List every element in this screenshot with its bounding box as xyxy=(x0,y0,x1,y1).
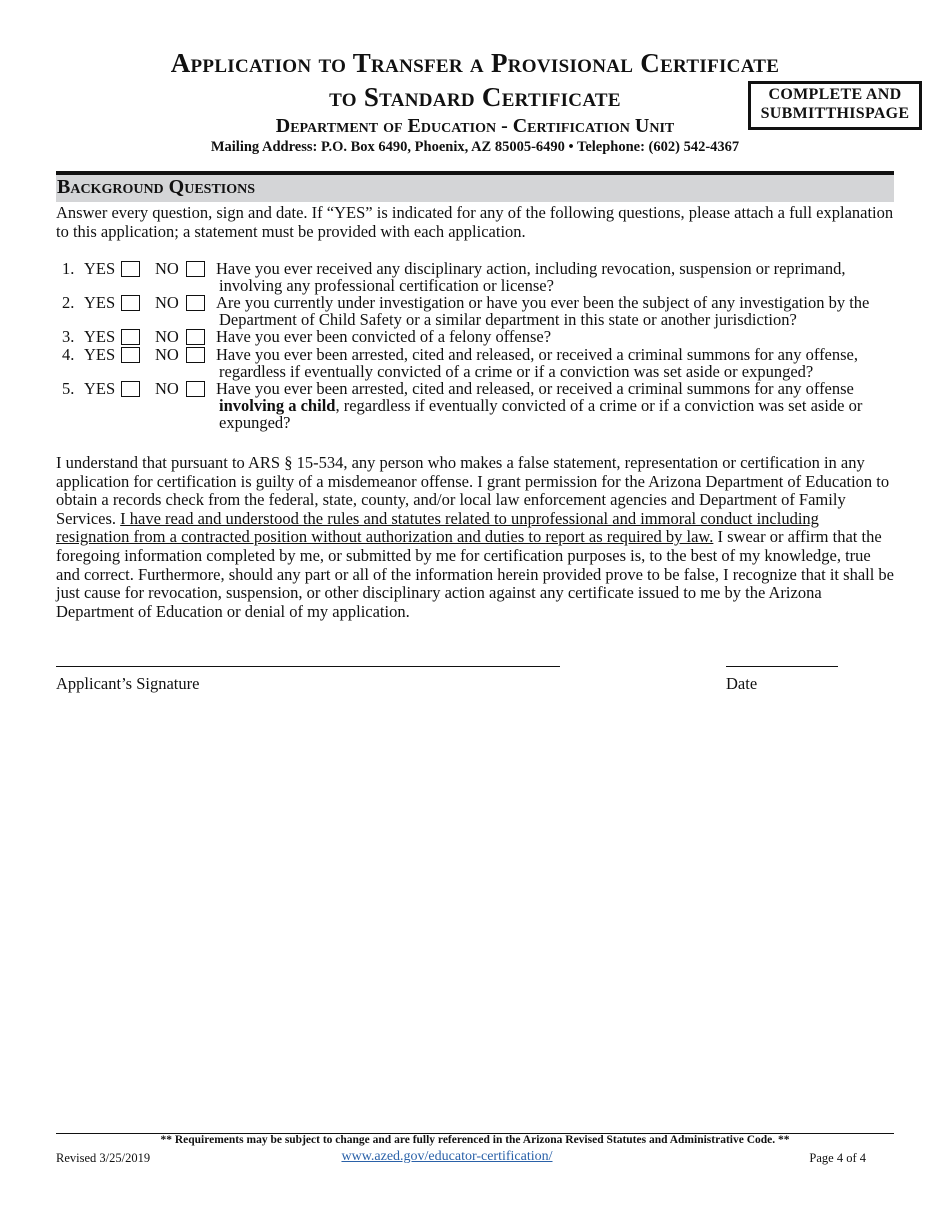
revised-date: Revised 3/25/2019 xyxy=(56,1151,151,1165)
yes-checkbox[interactable] xyxy=(121,381,140,397)
section-title: Background Questions xyxy=(57,176,256,198)
complete-box-line2: SUBMITTHISPAGE xyxy=(760,105,910,122)
question-number: 3. xyxy=(62,327,75,346)
no-checkbox[interactable] xyxy=(186,295,205,311)
question-text-line2 xyxy=(216,397,896,414)
signature-label: Applicant’s Signature xyxy=(56,674,200,693)
no-label: NO xyxy=(155,293,179,312)
page-number: Page 4 of 4 xyxy=(809,1151,866,1165)
complete-and-submit-box xyxy=(748,81,922,130)
question-number: 5. xyxy=(62,379,75,398)
form-title-line2: to Standard Certificate xyxy=(329,82,621,112)
statement-part2: I swear or affirm that the foregoing information completed by me, or submitted by me for certification purposes is, to the best of my knowledge, true and correct. Furthermore, should any part or all of the information herein provided prove to be false, I recognize that it shall be just cause for revocation, suspension, or other disciplinary action against any certificate issued to me by the Arizona Department of Education or denial of my application. xyxy=(56,527,895,621)
signature-line[interactable] xyxy=(56,666,560,667)
question-text-line1: Have you ever received any disciplinary action, including revocation, suspension or reprimand, xyxy=(216,259,846,278)
question-text-line2: regardless if eventually convicted of a crime or if a conviction was set aside or expunged? xyxy=(219,362,814,381)
certification-website-link[interactable]: www.azed.gov/educator-certification/ xyxy=(341,1149,553,1164)
question-text xyxy=(216,346,896,380)
statement-underlined: I have read and understood the rules and statutes related to unprofessional and immoral conduct including resignation from a contracted position without authorization and duties to report as required by law. xyxy=(56,508,819,547)
no-checkbox[interactable] xyxy=(186,347,205,363)
question-text xyxy=(216,328,896,345)
footer-link xyxy=(0,1149,894,1165)
date-line[interactable] xyxy=(726,666,838,667)
yes-checkbox[interactable] xyxy=(121,261,140,277)
no-checkbox[interactable] xyxy=(186,381,205,397)
section-header-bar xyxy=(56,171,894,202)
question-text-line3: expunged? xyxy=(219,413,291,432)
yes-label: YES xyxy=(84,259,116,278)
yes-label: YES xyxy=(84,379,116,398)
date-label: Date xyxy=(726,674,758,693)
question-number: 1. xyxy=(62,259,75,278)
no-checkbox[interactable] xyxy=(186,261,205,277)
no-checkbox[interactable] xyxy=(186,329,205,345)
statement-part1: I understand that pursuant to ARS § 15-534, any person who makes a false statement, representation or certification in any application for certification is guilty of a misdemeanor offense. I grant permission for the Arizona Department of Education to obtain a records check from the federal, state, county, and/or local law enforcement agencies and Department of Family Services. xyxy=(56,453,890,528)
no-label: NO xyxy=(155,259,179,278)
yes-checkbox[interactable] xyxy=(121,295,140,311)
question-text-line2: Department of Child Safety or a similar department in this state or another jurisdiction? xyxy=(219,310,797,329)
no-label: NO xyxy=(155,379,179,398)
section-intro: Answer every question, sign and date. If “YES” is indicated for any of the following questions, please attach a full explanation to this application; a statement must be provided with each application. xyxy=(56,203,894,241)
complete-box-line1: COMPLETE AND xyxy=(768,86,902,103)
certification-statement xyxy=(56,454,896,621)
question-text xyxy=(216,380,896,431)
footer-note: ** Requirements may be subject to change and are fully referenced in the Arizona Revised Statutes and Administrative Code. ** xyxy=(160,1134,790,1146)
department-heading: Department of Education - Certification Unit xyxy=(275,115,675,137)
form-title-line1: Application to Transfer a Provisional Certificate xyxy=(170,48,780,78)
yes-label: YES xyxy=(84,345,116,364)
no-label: NO xyxy=(155,345,179,364)
question-text-line1: Have you ever been convicted of a felony offense? xyxy=(216,327,552,346)
mailing-address: Mailing Address: P.O. Box 6490, Phoenix, AZ 85005-6490 • Telephone: (602) 542-4367 xyxy=(210,139,740,155)
question-text xyxy=(216,260,896,294)
no-label: NO xyxy=(155,327,179,346)
yes-checkbox[interactable] xyxy=(121,347,140,363)
question-text-line2-rest: , regardless if eventually convicted of a crime or if a conviction was set aside or xyxy=(335,396,863,415)
yes-label: YES xyxy=(84,293,116,312)
yes-checkbox[interactable] xyxy=(121,329,140,345)
question-text-line2: involving any professional certification or license? xyxy=(219,276,554,295)
question-text-bold: involving a child xyxy=(219,396,336,415)
yes-label: YES xyxy=(84,327,116,346)
question-text xyxy=(216,294,896,328)
question-text-line1: Have you ever been arrested, cited and released, or received a criminal summons for any offense, xyxy=(216,345,859,364)
question-text-line1: Are you currently under investigation or have you ever been the subject of any investigation by the xyxy=(216,293,870,312)
question-number: 4. xyxy=(62,345,75,364)
question-text-line1: Have you ever been arrested, cited and released, or received a criminal summons for any offense xyxy=(216,379,854,398)
question-number: 2. xyxy=(62,293,75,312)
